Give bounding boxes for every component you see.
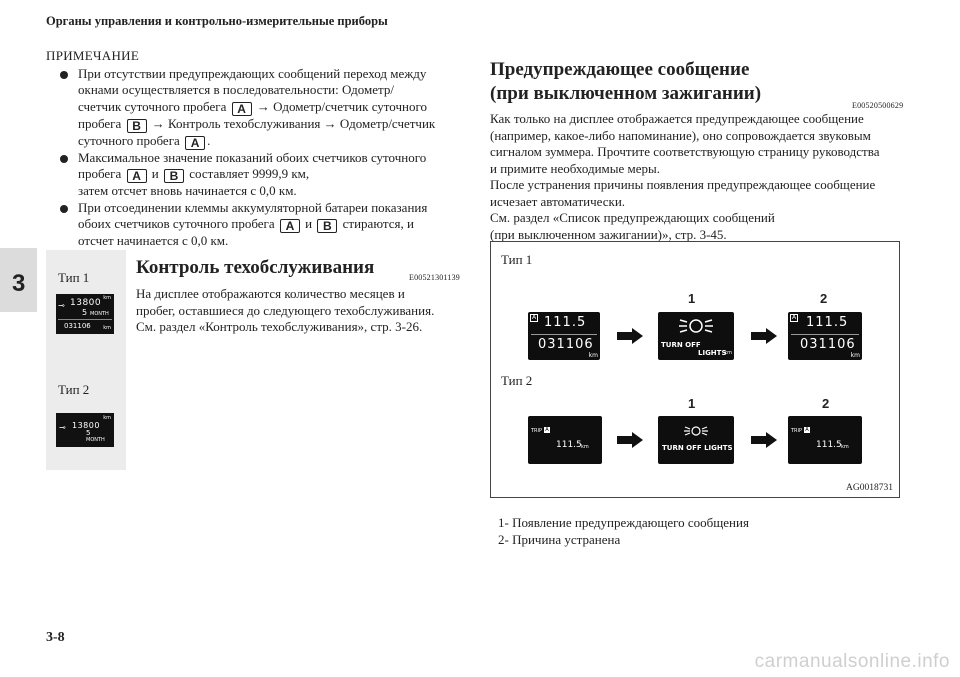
trip-a-badge: A	[805, 427, 809, 433]
note-block	[46, 48, 466, 250]
note-text: составляет 9999,9 км,	[189, 166, 310, 181]
month-label: MONTH	[90, 311, 109, 317]
note-text: отсчет начинается с 0,0 км.	[78, 233, 229, 248]
chapter-number: 3	[12, 270, 26, 297]
wrench-icon: ⊸	[58, 301, 65, 310]
text-line: (например, какое-либо напоминание), оно сопровождается звуковым	[490, 127, 871, 143]
note-item	[46, 200, 466, 250]
divider	[531, 334, 597, 335]
warning-figure	[490, 241, 900, 498]
display-type1-message	[658, 312, 734, 360]
note-text: суточного пробега	[78, 132, 180, 148]
note-text: .	[207, 132, 211, 148]
note-text: → Одометр/счетчик суточного	[256, 98, 427, 114]
maintenance-distance: 13800	[70, 298, 102, 308]
text-line: исчезает автоматически.	[490, 193, 626, 209]
headlight-icon	[684, 424, 708, 438]
unit-label: km	[103, 295, 111, 301]
step-number: 1	[688, 291, 696, 306]
month-label: MONTH	[86, 437, 105, 443]
key-a-icon: A	[185, 136, 205, 150]
note-text: затем отсчет вновь начинается с 0,0 км.	[78, 183, 297, 198]
divider	[58, 319, 112, 320]
maintenance-type2-label: Тип 2	[58, 382, 90, 397]
maintenance-title: Контроль техобслуживания	[136, 257, 375, 278]
text-line: Как только на дисплее отображается предупреждающее сообщение	[490, 111, 864, 126]
text-line: После устранения причины появления предупреждающее сообщение	[490, 177, 876, 192]
note-text: пробега	[78, 166, 122, 181]
figure-legend	[498, 514, 749, 548]
message-line: LIGHTS	[698, 349, 727, 357]
note-text: и	[305, 216, 313, 231]
maintenance-code: E00521301139	[409, 273, 460, 282]
text-line: См. раздел «Контроль техобслуживания», стр. 3-26.	[136, 319, 423, 334]
page-number: 3-8	[46, 630, 65, 645]
note-text: пробега	[78, 115, 122, 131]
key-a-icon: A	[280, 219, 300, 233]
headlight-icon	[678, 316, 714, 336]
maintenance-display-type1	[56, 294, 114, 334]
trip-a-badge: A	[545, 427, 549, 433]
unit-label: km	[850, 352, 860, 359]
trip-value: 111.5	[544, 315, 587, 330]
text-line: сигналом зуммера. Прочтите соответствующую страницу руководства	[490, 144, 880, 159]
trip-a-badge: A	[531, 314, 537, 321]
warning-text	[490, 111, 879, 243]
figure-type1-label: Тип 1	[501, 252, 533, 267]
wrench-icon: ⊸	[59, 423, 66, 432]
note-item	[46, 66, 466, 150]
maintenance-months: 5	[86, 429, 91, 437]
arrow-right-icon	[617, 328, 643, 344]
trip-value: 111.5	[556, 440, 582, 450]
note-item	[46, 150, 466, 200]
trip-value: 111.5	[806, 315, 849, 330]
figure-id: AG0018731	[846, 483, 893, 493]
arrow-right-icon	[751, 432, 777, 448]
trip-value: 111.5	[816, 440, 842, 450]
figure-type2-label: Тип 2	[501, 373, 533, 388]
note-text: обоих счетчиков суточного пробега	[78, 216, 275, 231]
trip-label: TRIP	[531, 428, 543, 434]
note-text: счетчик суточного пробега	[78, 98, 227, 114]
unit-label: km	[588, 352, 598, 359]
message-line: TURN OFF LIGHTS	[662, 444, 733, 452]
note-text: и	[151, 166, 159, 181]
key-b-icon: B	[127, 119, 147, 133]
key-b-icon: B	[164, 169, 184, 183]
note-text: → Контроль техобслуживания → Одометр/счетчик	[151, 115, 436, 131]
display-type2-message	[658, 416, 734, 464]
key-a-icon: A	[127, 169, 147, 183]
arrow-right-icon	[617, 432, 643, 448]
note-text: Максимальное значение показаний обоих счетчиков суточного	[78, 149, 427, 165]
trip-label: TRIP	[791, 428, 803, 434]
maintenance-distance: 13800	[72, 421, 100, 430]
warning-title	[490, 58, 761, 106]
maintenance-type1-label: Тип 1	[58, 270, 90, 285]
maintenance-text	[136, 286, 434, 336]
running-head: Органы управления и контрольно-измерительные приборы	[46, 14, 388, 28]
unit-label: km	[103, 325, 111, 331]
watermark: carmanualsonline.info	[754, 651, 950, 672]
text-line: См. раздел «Список предупреждающих сообщений	[490, 210, 775, 225]
text-line: пробег, оставшиеся до следующего техобслуживания.	[136, 302, 435, 318]
maintenance-months: 5	[82, 308, 88, 317]
maintenance-display-type2	[56, 413, 114, 447]
display-type1-before	[528, 312, 600, 360]
text-line: На дисплее отображаются количество месяцев и	[136, 286, 405, 301]
odometer-value: 031106	[538, 337, 594, 352]
legend-item: 2- Причина устранена	[498, 532, 621, 547]
unit-label: km	[581, 444, 589, 450]
key-a-icon: A	[232, 102, 252, 116]
message-line: TURN OFF	[661, 341, 701, 349]
note-text: При отсутствии предупреждающих сообщений переход между	[78, 65, 427, 81]
key-b-icon: B	[317, 219, 337, 233]
legend-item: 1- Появление предупреждающего сообщения	[498, 515, 749, 530]
step-number: 2	[822, 396, 830, 411]
step-number: 1	[688, 396, 696, 411]
note-text: окнами осуществляется в последовательности: Одометр/	[78, 82, 394, 97]
odometer-value: 031106	[800, 337, 856, 352]
display-type2-after	[788, 416, 862, 464]
display-type1-after	[788, 312, 862, 360]
divider	[791, 334, 859, 335]
text-line: (при выключенном зажигании)», стр. 3-45.	[490, 226, 727, 242]
display-type2-before	[528, 416, 602, 464]
note-title: ПРИМЕЧАНИЕ	[46, 48, 140, 63]
note-text: стираются, и	[342, 216, 414, 231]
unit-label: km	[724, 350, 732, 356]
unit-label: km	[841, 444, 849, 450]
odometer-value: 031106	[64, 322, 91, 330]
step-number: 2	[820, 291, 828, 306]
note-list	[46, 66, 466, 250]
text-line: и примите необходимые меры.	[490, 160, 661, 176]
title-line: Предупреждающее сообщение	[490, 59, 750, 80]
note-text: При отсоединении клеммы аккумуляторной батареи показания	[78, 199, 428, 215]
warning-code: E00520500629	[852, 101, 904, 110]
arrow-right-icon	[751, 328, 777, 344]
title-line: (при выключенном зажигании)	[490, 83, 762, 104]
unit-label: km	[103, 415, 111, 421]
trip-a-badge: A	[791, 314, 797, 321]
